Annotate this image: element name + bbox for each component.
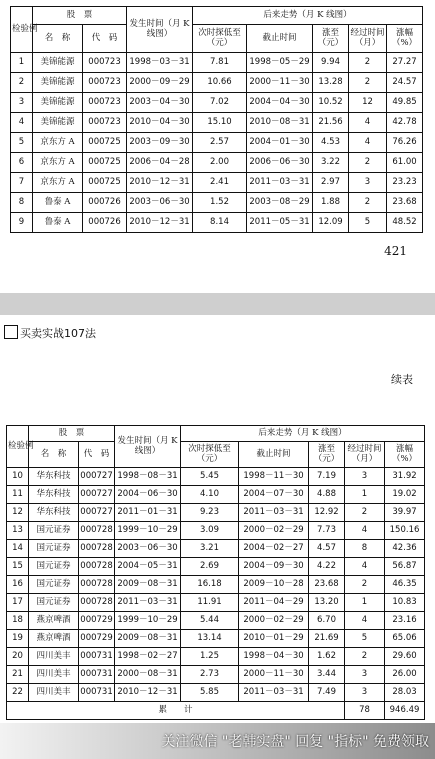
header-code: 代 码 xyxy=(83,25,127,53)
stock-code: 000728 xyxy=(79,576,115,594)
rise-to: 4.22 xyxy=(309,558,345,576)
header-next-low-2: 次时探低至（元） xyxy=(181,442,239,468)
stock-code: 000728 xyxy=(79,594,115,612)
row-index: 15 xyxy=(7,558,29,576)
rise-to: 12.92 xyxy=(309,504,345,522)
gain-percent: 28.03 xyxy=(385,684,425,702)
next-low: 10.66 xyxy=(193,73,247,93)
gain-percent: 65.06 xyxy=(385,630,425,648)
end-time: 1998－04－30 xyxy=(239,648,309,666)
table-row xyxy=(7,486,425,504)
occur-time: 2010－12－31 xyxy=(115,684,181,702)
stock-code: 000727 xyxy=(79,468,115,486)
header-trend: 后来走势（月 K 线图） xyxy=(193,7,423,25)
next-low: 1.52 xyxy=(193,193,247,213)
table-row xyxy=(11,193,423,213)
stock-code: 000727 xyxy=(79,504,115,522)
row-index: 7 xyxy=(11,173,33,193)
elapsed-months: 3 xyxy=(345,666,385,684)
rise-to: 21.56 xyxy=(313,113,349,133)
rise-to: 7.19 xyxy=(309,468,345,486)
elapsed-months: 3 xyxy=(345,684,385,702)
stock-table-2 xyxy=(6,425,425,720)
rise-to: 3.44 xyxy=(309,666,345,684)
occur-time: 1999－10－29 xyxy=(115,522,181,540)
end-time: 2000－02－29 xyxy=(239,522,309,540)
row-index: 18 xyxy=(7,612,29,630)
next-low: 7.02 xyxy=(193,93,247,113)
stock-code: 000729 xyxy=(79,612,115,630)
next-low: 3.09 xyxy=(181,522,239,540)
row-index: 11 xyxy=(7,486,29,504)
gain-percent: 49.85 xyxy=(387,93,423,113)
stock-name: 鲁泰 A xyxy=(33,213,83,233)
stock-name: 国元证券 xyxy=(29,540,79,558)
next-low: 16.18 xyxy=(181,576,239,594)
table-row xyxy=(7,684,425,702)
end-time: 2006－06－30 xyxy=(247,153,313,173)
stock-code: 000729 xyxy=(79,630,115,648)
stock-code: 000728 xyxy=(79,558,115,576)
occur-time: 2010－04－30 xyxy=(127,113,193,133)
header-occur-time-2: 发生时间（月 K 线图） xyxy=(115,426,181,468)
occur-time: 2010－12－31 xyxy=(127,173,193,193)
next-low: 5.44 xyxy=(181,612,239,630)
end-time: 2003－08－29 xyxy=(247,193,313,213)
occur-time: 2000－09－29 xyxy=(127,73,193,93)
stock-name: 国元证券 xyxy=(29,594,79,612)
table-row xyxy=(7,468,425,486)
occur-time: 1998－02－27 xyxy=(115,648,181,666)
total-gain: 946.49 xyxy=(385,702,425,720)
elapsed-months: 2 xyxy=(349,73,387,93)
rise-to: 13.28 xyxy=(313,73,349,93)
rise-to: 6.70 xyxy=(309,612,345,630)
next-low: 1.25 xyxy=(181,648,239,666)
elapsed-months: 3 xyxy=(345,468,385,486)
gain-percent: 23.16 xyxy=(385,612,425,630)
stock-name: 燕京啤酒 xyxy=(29,612,79,630)
end-time: 2011－03－31 xyxy=(239,684,309,702)
next-low: 9.23 xyxy=(181,504,239,522)
gain-percent: 19.02 xyxy=(385,486,425,504)
header-end-time: 截止时间 xyxy=(247,25,313,53)
header-elapsed-2: 经过时间（月） xyxy=(345,442,385,468)
gain-percent: 42.78 xyxy=(387,113,423,133)
table-row xyxy=(7,504,425,522)
gain-percent: 76.26 xyxy=(387,133,423,153)
row-index: 12 xyxy=(7,504,29,522)
next-low: 2.73 xyxy=(181,666,239,684)
occur-time: 2009－08－31 xyxy=(115,576,181,594)
stock-code: 000723 xyxy=(83,93,127,113)
stock-name: 国元证券 xyxy=(29,558,79,576)
stock-code: 000728 xyxy=(79,540,115,558)
next-low: 2.57 xyxy=(193,133,247,153)
header-trend-2: 后来走势（月 K 线图） xyxy=(181,426,425,442)
end-time: 2011－03－31 xyxy=(239,504,309,522)
stock-name: 京东方 A xyxy=(33,173,83,193)
stock-code: 000725 xyxy=(83,173,127,193)
header-index: 检验例 xyxy=(11,7,33,53)
header-next-low: 次时探低至（元） xyxy=(193,25,247,53)
next-low: 2.41 xyxy=(193,173,247,193)
end-time: 2000－02－29 xyxy=(239,612,309,630)
elapsed-months: 2 xyxy=(345,576,385,594)
stock-name: 燕京啤酒 xyxy=(29,630,79,648)
elapsed-months: 4 xyxy=(345,522,385,540)
next-low: 7.81 xyxy=(193,53,247,73)
occur-time: 2003－06－30 xyxy=(115,540,181,558)
gain-percent: 39.97 xyxy=(385,504,425,522)
page-number: 421 xyxy=(384,244,407,258)
table-row xyxy=(7,648,425,666)
stock-code: 000726 xyxy=(83,213,127,233)
occur-time: 1999－10－29 xyxy=(115,612,181,630)
header-name-2: 名 称 xyxy=(29,442,79,468)
stock-name: 美锦能源 xyxy=(33,53,83,73)
stock-name: 四川美丰 xyxy=(29,648,79,666)
rise-to: 4.53 xyxy=(313,133,349,153)
row-index: 13 xyxy=(7,522,29,540)
header-occur-time: 发生时间（月 K 线图） xyxy=(127,7,193,53)
row-index: 20 xyxy=(7,648,29,666)
table-row xyxy=(11,93,423,113)
table-row xyxy=(11,213,423,233)
elapsed-months: 4 xyxy=(349,113,387,133)
occur-time: 1998－03－31 xyxy=(127,53,193,73)
table-row xyxy=(11,133,423,153)
stock-code: 000731 xyxy=(79,684,115,702)
end-time: 2009－10－28 xyxy=(239,576,309,594)
stock-name: 京东方 A xyxy=(33,133,83,153)
next-low: 4.10 xyxy=(181,486,239,504)
gain-percent: 23.68 xyxy=(387,193,423,213)
watermark-banner: 关注微信 "老韩实盘" 回复 "指标" 免费领取 xyxy=(0,723,435,759)
table-row xyxy=(7,630,425,648)
gain-percent: 56.87 xyxy=(385,558,425,576)
elapsed-months: 4 xyxy=(349,133,387,153)
table-row xyxy=(7,558,425,576)
table-row xyxy=(7,576,425,594)
stock-table-1 xyxy=(10,6,423,233)
total-label: 累 计 xyxy=(7,702,345,720)
gain-percent: 24.57 xyxy=(387,73,423,93)
end-time: 2004－01－30 xyxy=(247,133,313,153)
continued-label: 续表 xyxy=(391,373,413,386)
gain-percent: 26.00 xyxy=(385,666,425,684)
book-logo-icon xyxy=(4,325,18,339)
header-code-2: 代 码 xyxy=(79,442,115,468)
occur-time: 2011－03－31 xyxy=(115,594,181,612)
table-row xyxy=(11,113,423,133)
header-name: 名 称 xyxy=(33,25,83,53)
occur-time: 2000－08－31 xyxy=(115,666,181,684)
occur-time: 2011－01－31 xyxy=(115,504,181,522)
header-stock-2: 股 票 xyxy=(29,426,115,442)
end-time: 2000－11－30 xyxy=(239,666,309,684)
gain-percent: 150.16 xyxy=(385,522,425,540)
stock-code: 000725 xyxy=(83,133,127,153)
elapsed-months: 4 xyxy=(345,558,385,576)
rise-to: 2.97 xyxy=(313,173,349,193)
gain-percent: 31.92 xyxy=(385,468,425,486)
end-time: 2010－08－31 xyxy=(247,113,313,133)
row-index: 8 xyxy=(11,193,33,213)
gain-percent: 27.27 xyxy=(387,53,423,73)
table-row xyxy=(7,540,425,558)
end-time: 2004－04－30 xyxy=(247,93,313,113)
occur-time: 2004－05－31 xyxy=(115,558,181,576)
row-index: 21 xyxy=(7,666,29,684)
occur-time: 1998－08－31 xyxy=(115,468,181,486)
occur-time: 2003－09－30 xyxy=(127,133,193,153)
rise-to: 9.94 xyxy=(313,53,349,73)
gain-percent: 48.52 xyxy=(387,213,423,233)
stock-name: 华东科技 xyxy=(29,468,79,486)
stock-name: 国元证券 xyxy=(29,522,79,540)
elapsed-months: 12 xyxy=(349,93,387,113)
stock-code: 000723 xyxy=(83,113,127,133)
end-time: 2004－07－30 xyxy=(239,486,309,504)
total-elapsed: 78 xyxy=(345,702,385,720)
book-header xyxy=(4,325,96,341)
rise-to: 10.52 xyxy=(313,93,349,113)
occur-time: 2010－12－31 xyxy=(127,213,193,233)
occur-time: 2009－08－31 xyxy=(115,630,181,648)
end-time: 2011－04－29 xyxy=(239,594,309,612)
next-low: 5.45 xyxy=(181,468,239,486)
elapsed-months: 1 xyxy=(345,594,385,612)
end-time: 2010－01－29 xyxy=(239,630,309,648)
stock-name: 美锦能源 xyxy=(33,113,83,133)
elapsed-months: 2 xyxy=(345,648,385,666)
header-rise-to: 涨至（元） xyxy=(313,25,349,53)
stock-code: 000723 xyxy=(83,53,127,73)
end-time: 1998－05－29 xyxy=(247,53,313,73)
page-421 xyxy=(0,0,435,293)
stock-name: 四川美丰 xyxy=(29,666,79,684)
row-index: 2 xyxy=(11,73,33,93)
header-stock: 股 票 xyxy=(33,7,127,25)
row-index: 4 xyxy=(11,113,33,133)
rise-to: 7.73 xyxy=(309,522,345,540)
next-low: 13.14 xyxy=(181,630,239,648)
stock-name: 华东科技 xyxy=(29,486,79,504)
next-low: 3.21 xyxy=(181,540,239,558)
next-low: 11.91 xyxy=(181,594,239,612)
row-index: 19 xyxy=(7,630,29,648)
elapsed-months: 5 xyxy=(345,630,385,648)
total-row xyxy=(7,702,425,720)
stock-code: 000731 xyxy=(79,666,115,684)
book-title: 买卖实战107法 xyxy=(20,327,96,340)
page-gap xyxy=(0,293,435,315)
gain-percent: 46.35 xyxy=(385,576,425,594)
stock-name: 华东科技 xyxy=(29,504,79,522)
row-index: 1 xyxy=(11,53,33,73)
stock-name: 国元证券 xyxy=(29,576,79,594)
stock-name: 美锦能源 xyxy=(33,93,83,113)
stock-code: 000725 xyxy=(83,153,127,173)
stock-name: 京东方 A xyxy=(33,153,83,173)
header-elapsed: 经过时间（月） xyxy=(349,25,387,53)
next-low: 15.10 xyxy=(193,113,247,133)
table-row xyxy=(11,173,423,193)
rise-to: 4.57 xyxy=(309,540,345,558)
stock-name: 四川美丰 xyxy=(29,684,79,702)
elapsed-months: 2 xyxy=(349,53,387,73)
stock-name: 美锦能源 xyxy=(33,73,83,93)
row-index: 3 xyxy=(11,93,33,113)
row-index: 5 xyxy=(11,133,33,153)
stock-code: 000727 xyxy=(79,486,115,504)
row-index: 10 xyxy=(7,468,29,486)
gain-percent: 23.23 xyxy=(387,173,423,193)
elapsed-months: 2 xyxy=(345,504,385,522)
stock-code: 000726 xyxy=(83,193,127,213)
row-index: 6 xyxy=(11,153,33,173)
rise-to: 4.88 xyxy=(309,486,345,504)
end-time: 2004－02－27 xyxy=(239,540,309,558)
next-low: 5.85 xyxy=(181,684,239,702)
row-index: 16 xyxy=(7,576,29,594)
elapsed-months: 2 xyxy=(349,153,387,173)
table-row xyxy=(7,522,425,540)
header-end-time-2: 截止时间 xyxy=(239,442,309,468)
header-rise-to-2: 涨至（元） xyxy=(309,442,345,468)
next-low: 2.69 xyxy=(181,558,239,576)
rise-to: 3.22 xyxy=(313,153,349,173)
rise-to: 21.69 xyxy=(309,630,345,648)
header-gain-2: 涨幅（%） xyxy=(385,442,425,468)
table-row xyxy=(11,73,423,93)
elapsed-months: 1 xyxy=(345,486,385,504)
table-row xyxy=(7,666,425,684)
gain-percent: 10.83 xyxy=(385,594,425,612)
table-row xyxy=(7,612,425,630)
occur-time: 2003－06－30 xyxy=(127,193,193,213)
table-row xyxy=(7,594,425,612)
end-time: 2004－09－30 xyxy=(239,558,309,576)
stock-code: 000728 xyxy=(79,522,115,540)
stock-code: 000723 xyxy=(83,73,127,93)
row-index: 9 xyxy=(11,213,33,233)
rise-to: 12.09 xyxy=(313,213,349,233)
elapsed-months: 5 xyxy=(349,213,387,233)
next-low: 2.00 xyxy=(193,153,247,173)
end-time: 2011－05－31 xyxy=(247,213,313,233)
end-time: 2000－11－30 xyxy=(247,73,313,93)
table-row xyxy=(11,153,423,173)
rise-to: 1.88 xyxy=(313,193,349,213)
row-index: 14 xyxy=(7,540,29,558)
page-continued xyxy=(0,315,435,759)
header-gain: 涨幅（%） xyxy=(387,25,423,53)
occur-time: 2006－04－28 xyxy=(127,153,193,173)
occur-time: 2003－04－30 xyxy=(127,93,193,113)
rise-to: 23.68 xyxy=(309,576,345,594)
elapsed-months: 2 xyxy=(349,193,387,213)
table-row xyxy=(11,53,423,73)
end-time: 1998－11－30 xyxy=(239,468,309,486)
elapsed-months: 3 xyxy=(349,173,387,193)
end-time: 2011－03－31 xyxy=(247,173,313,193)
rise-to: 7.49 xyxy=(309,684,345,702)
elapsed-months: 8 xyxy=(345,540,385,558)
gain-percent: 42.36 xyxy=(385,540,425,558)
stock-name: 鲁泰 A xyxy=(33,193,83,213)
elapsed-months: 4 xyxy=(345,612,385,630)
row-index: 17 xyxy=(7,594,29,612)
gain-percent: 61.00 xyxy=(387,153,423,173)
gain-percent: 29.60 xyxy=(385,648,425,666)
rise-to: 13.20 xyxy=(309,594,345,612)
row-index: 22 xyxy=(7,684,29,702)
next-low: 8.14 xyxy=(193,213,247,233)
occur-time: 2004－06－30 xyxy=(115,486,181,504)
header-index-2: 检验例 xyxy=(7,426,29,468)
rise-to: 1.62 xyxy=(309,648,345,666)
stock-code: 000731 xyxy=(79,648,115,666)
